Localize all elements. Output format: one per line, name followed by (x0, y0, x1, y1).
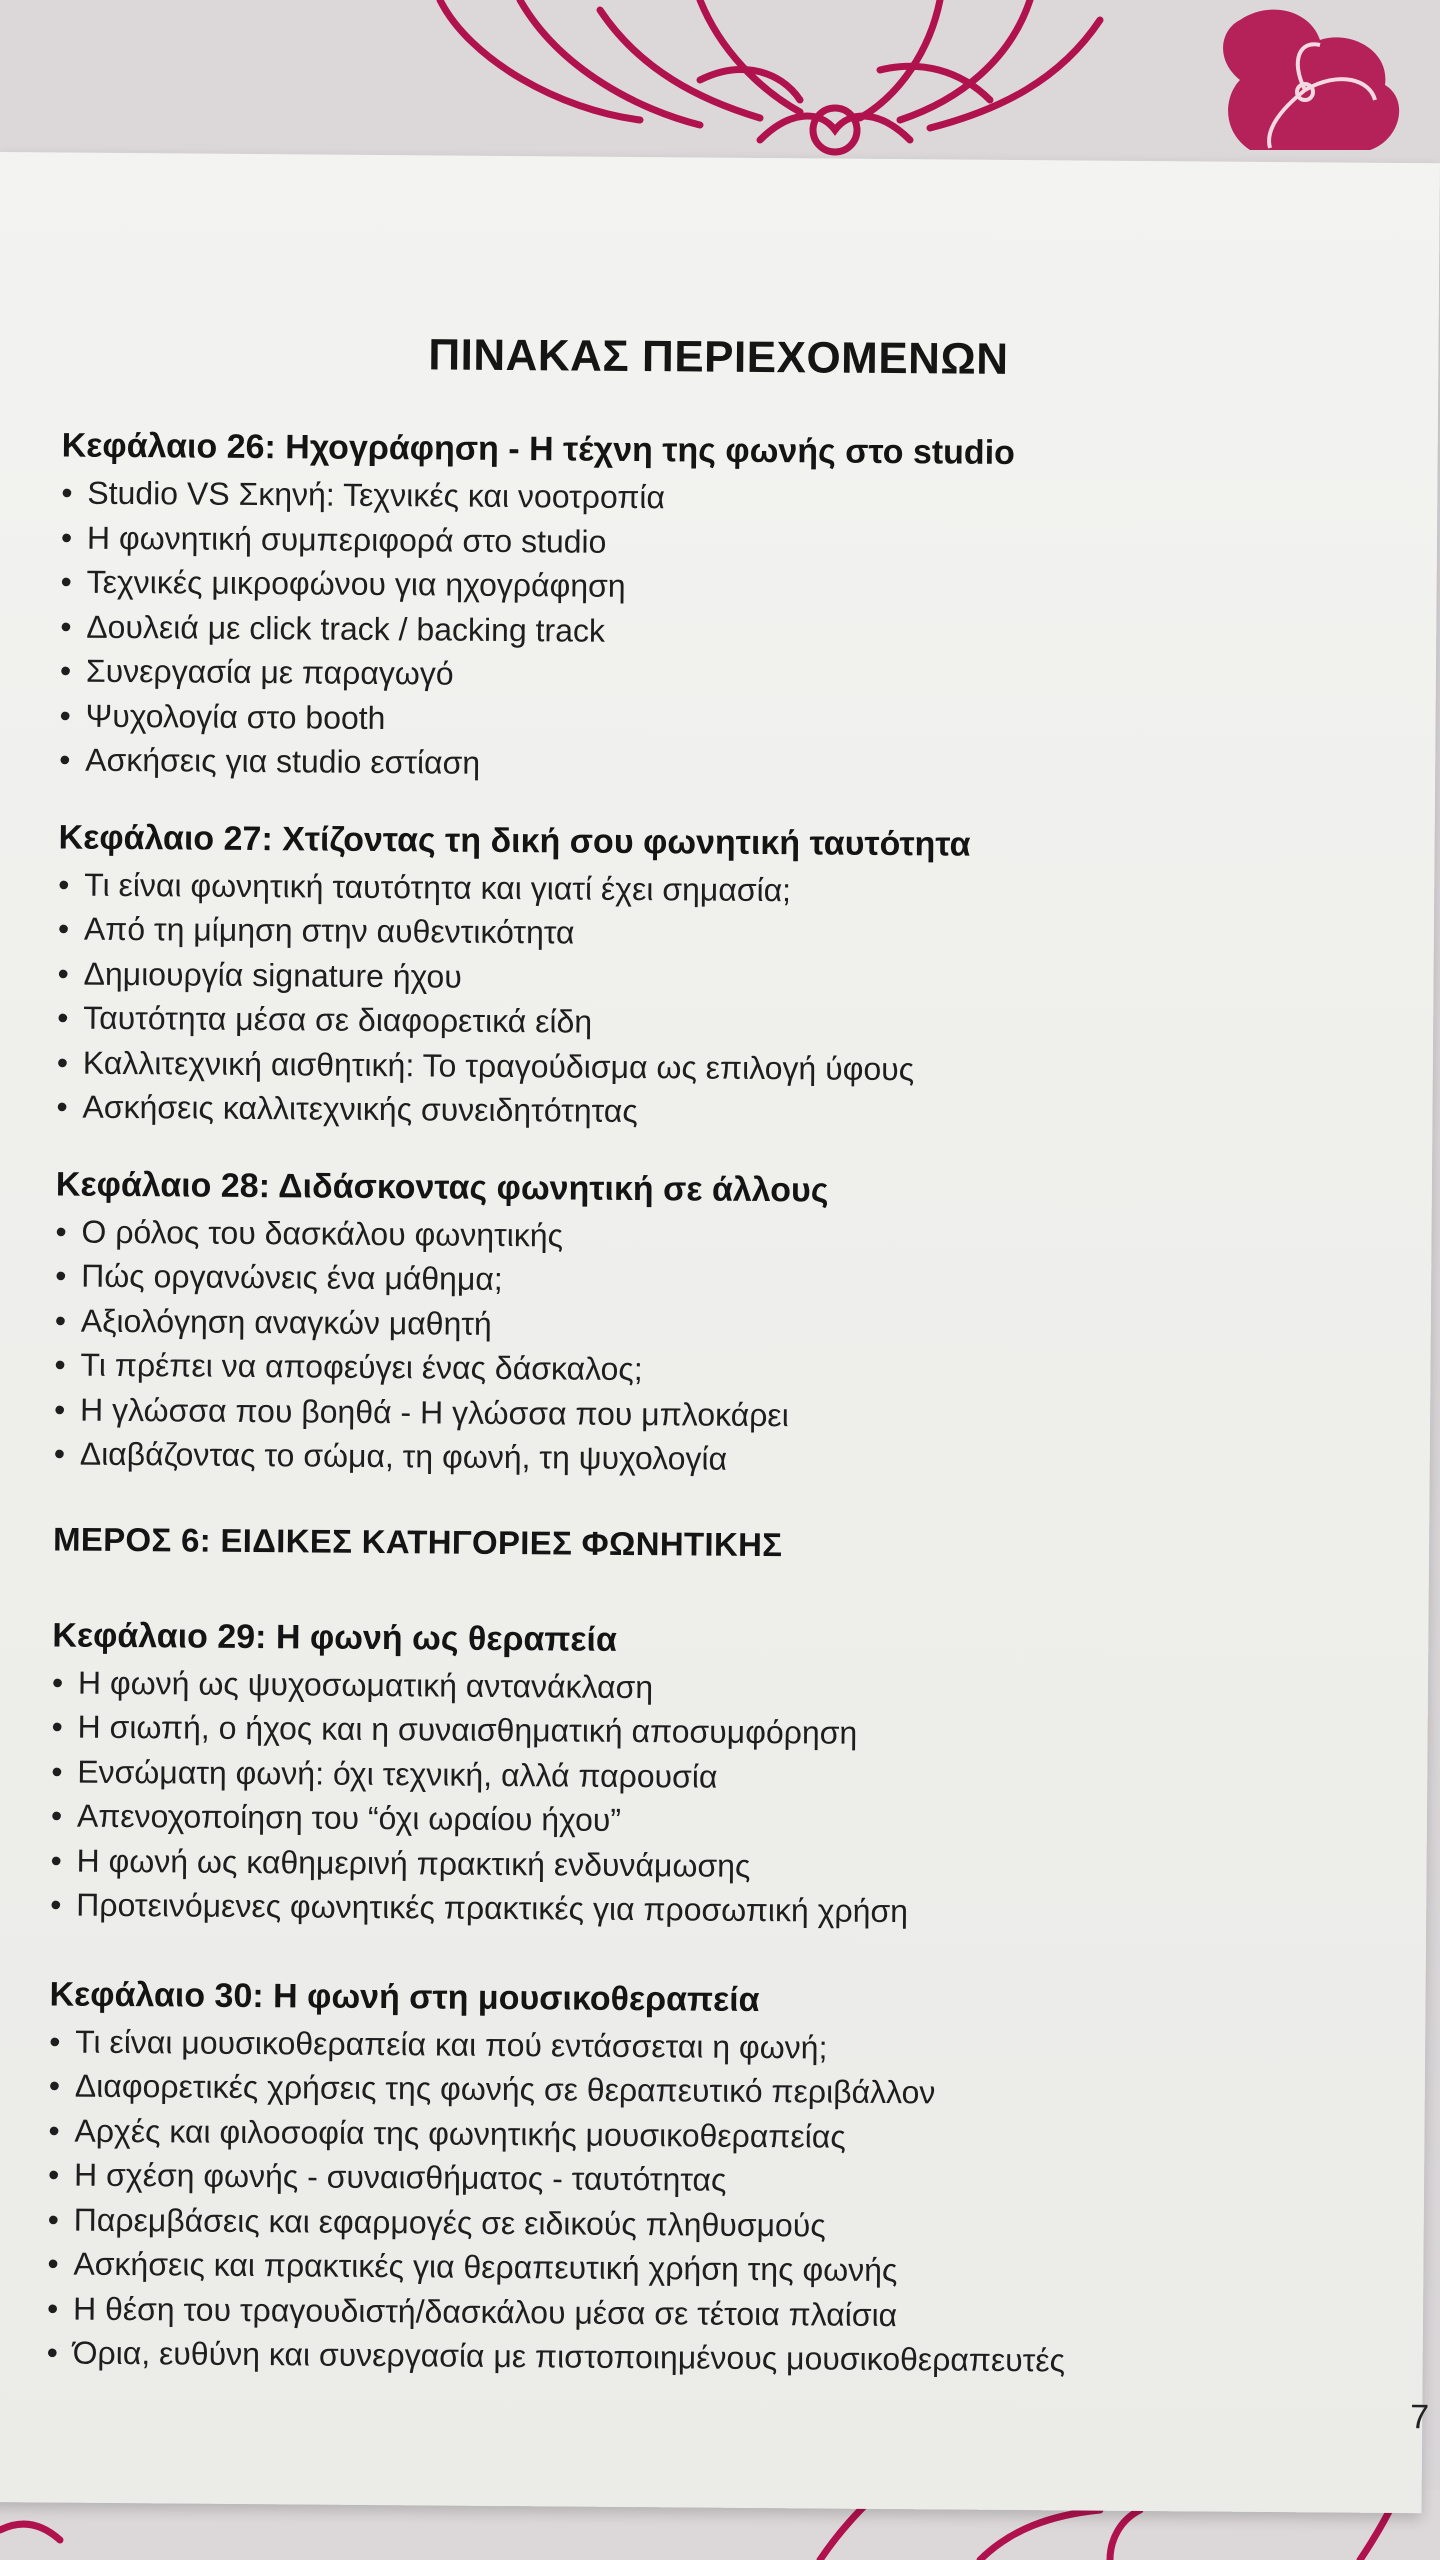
chapter-title: Κεφάλαιο 28: Διδάσκοντας φωνητική σε άλλους (55, 1164, 829, 1210)
list-item: • Ασκήσεις για studio εστίαση (59, 737, 1359, 792)
chapter-28 (54, 1161, 1356, 1486)
chapter-30 (47, 1971, 1350, 2385)
bullet-icon: • (60, 563, 72, 600)
document-page (0, 152, 1440, 2513)
list-item: • Ταυτότητα μέσα σε διαφορετικά είδη (57, 995, 1357, 1050)
list-item: • Δημιουργία signature ήχου (57, 951, 1357, 1006)
bullet-icon: • (53, 1390, 66, 1428)
list-item: • Αρχές και φιλοσοφία της φωνητικής μουσικοθεραπείας (48, 2108, 1348, 2163)
bullet-icon: • (58, 865, 70, 903)
list-item: • Ασκήσεις καλλιτεχνικής συνειδητότητας (56, 1084, 1356, 1139)
list-item: • Η φωνή ως ψυχοσωματική αντανάκλαση (52, 1660, 1352, 1715)
chapter-items (54, 1209, 1356, 1486)
bullet-icon: • (51, 1663, 64, 1701)
list-item: • Τεχνικές μικροφώνου για ηχογράφηση (60, 559, 1360, 614)
list-item: • Διαφορετικές χρήσεις της φωνής σε θεραπευτικό περιβάλλον (49, 2063, 1349, 2118)
bullet-icon: • (47, 2200, 60, 2238)
list-item: • Studio VS Σκηνή: Τεχνικές και νοοτροπία (61, 470, 1361, 525)
list-item: • Δουλειά με click track / backing track (60, 604, 1360, 659)
list-item: • Η θέση του τραγουδιστή/δασκάλου μέσα σε τέτοια πλαίσια (47, 2286, 1347, 2341)
list-item: • Η γλώσσα που βοηθά - Η γλώσσα που μπλοκάρει (54, 1387, 1354, 1442)
bullet-icon: • (56, 1043, 69, 1081)
bullet-icon: • (47, 2156, 60, 2193)
bullet-icon: • (60, 518, 73, 556)
bullet-icon: • (54, 1301, 67, 1339)
chapter-items (47, 2019, 1350, 2385)
list-item: • Τι είναι μουσικοθεραπεία και πού εντάσσεται η φωνή; (49, 2019, 1349, 2074)
bullet-icon: • (48, 2067, 61, 2104)
list-item: • Ψυχολογία στο booth (59, 693, 1359, 748)
chapter-27 (56, 814, 1358, 1139)
list-item: • Ασκήσεις και πρακτικές για θεραπευτική χρήση της φωνής (47, 2241, 1347, 2296)
list-item: • Η φωνή ως καθημερινή πρακτική ενδυνάμωσης (50, 1838, 1350, 1893)
bullet-icon: • (61, 474, 73, 511)
list-item: • Αξιολόγηση αναγκών μαθητή (55, 1298, 1355, 1353)
part-title: ΜΕΡΟΣ 6: ΕΙΔΙΚΕΣ ΚΑΤΗΓΟΡΙΕΣ ΦΩΝΗΤΙΚΗΣ (52, 1519, 783, 1563)
page-title: ΠΙΝΑΚΑΣ ΠΕΡΙΕΧΟΜΕΝΩΝ (428, 330, 1009, 384)
list-item: • Η σιωπή, ο ήχος και η συναισθηματική αποσυμφόρηση (51, 1704, 1351, 1759)
bullet-icon: • (57, 999, 69, 1036)
bullet-icon: • (59, 741, 71, 778)
bullet-icon: • (50, 1841, 62, 1879)
chapter-29 (50, 1612, 1352, 1937)
bullet-icon: • (46, 2289, 59, 2327)
bullet-icon: • (54, 1346, 66, 1383)
bullet-icon: • (60, 607, 72, 645)
bullet-icon: • (53, 1435, 66, 1472)
bullet-icon: • (57, 910, 70, 947)
bullet-icon: • (50, 1886, 62, 1923)
list-item: • Καλλιτεχνική αισθητική: Το τραγούδισμα ως επιλογή ύφους (57, 1040, 1357, 1095)
list-item: • Πώς οργανώνεις ένα μάθημα; (55, 1253, 1355, 1308)
list-item: • Συνεργασία με παραγωγό (60, 648, 1360, 703)
list-item: • Παρεμβάσεις και εφαρμογές σε ειδικούς πληθυσμούς (48, 2197, 1348, 2252)
list-item: • Προτεινόμενες φωνητικές πρακτικές για προσωπική χρήση (50, 1882, 1350, 1937)
floral-background-top (0, 0, 1440, 170)
bullet-icon: • (57, 954, 69, 992)
chapter-items (50, 1660, 1352, 1937)
list-item: • Τι είναι φωνητική ταυτότητα και γιατί έχει σημασία; (58, 862, 1358, 917)
list-item: • Διαβάζοντας το σώμα, τη φωνή, τη ψυχολογία (54, 1431, 1354, 1486)
list-item: • Τι πρέπει να αποφεύγει ένας δάσκαλος; (54, 1342, 1354, 1397)
chapter-title: Κεφάλαιο 27: Χτίζοντας τη δική σου φωνητική ταυτότητα (58, 817, 971, 864)
bullet-icon: • (46, 2334, 59, 2371)
bullet-icon: • (51, 1708, 63, 1745)
bullet-icon: • (59, 652, 72, 689)
bullet-icon: • (47, 2245, 59, 2282)
bullet-icon: • (50, 1797, 63, 1834)
toc-content (46, 422, 1362, 2417)
chapter-title: Κεφάλαιο 29: Η φωνή ως θεραπεία (52, 1615, 618, 1659)
chapter-26 (59, 422, 1362, 792)
list-item: • Η φωνητική συμπεριφορά στο studio (61, 515, 1361, 570)
list-item: • Απενοχοποίηση του “όχι ωραίου ήχου” (51, 1793, 1351, 1848)
chapter-items (59, 470, 1361, 792)
chapter-title: Κεφάλαιο 26: Ηχογράφηση - Η τέχνη της φωνής στο studio (61, 426, 1016, 472)
list-item: • Ο ρόλος του δασκάλου φωνητικής (55, 1209, 1355, 1264)
list-item: • Όρια, ευθύνη και συνεργασία με πιστοποιημένους μουσικοθεραπευτές (47, 2330, 1347, 2385)
bullet-icon: • (51, 1752, 63, 1790)
list-item: • Ενσώματη φωνή: όχι τεχνική, αλλά παρουσία (51, 1749, 1351, 1804)
bullet-icon: • (56, 1088, 68, 1125)
chapter-items (56, 862, 1358, 1139)
bullet-icon: • (55, 1257, 67, 1294)
page-number: 7 (1410, 2398, 1430, 2437)
chapter-title: Κεφάλαιο 30: Η φωνή στη μουσικοθεραπεία (49, 1974, 760, 2019)
list-item: • Από τη μίμηση στην αυθεντικότητα (58, 906, 1358, 961)
bullet-icon: • (55, 1212, 67, 1250)
bullet-icon: • (48, 2111, 60, 2149)
bullet-icon: • (59, 696, 71, 734)
list-item: • Η σχέση φωνής - συναισθήματος - ταυτότητας (48, 2152, 1348, 2207)
bullet-icon: • (49, 2022, 61, 2060)
